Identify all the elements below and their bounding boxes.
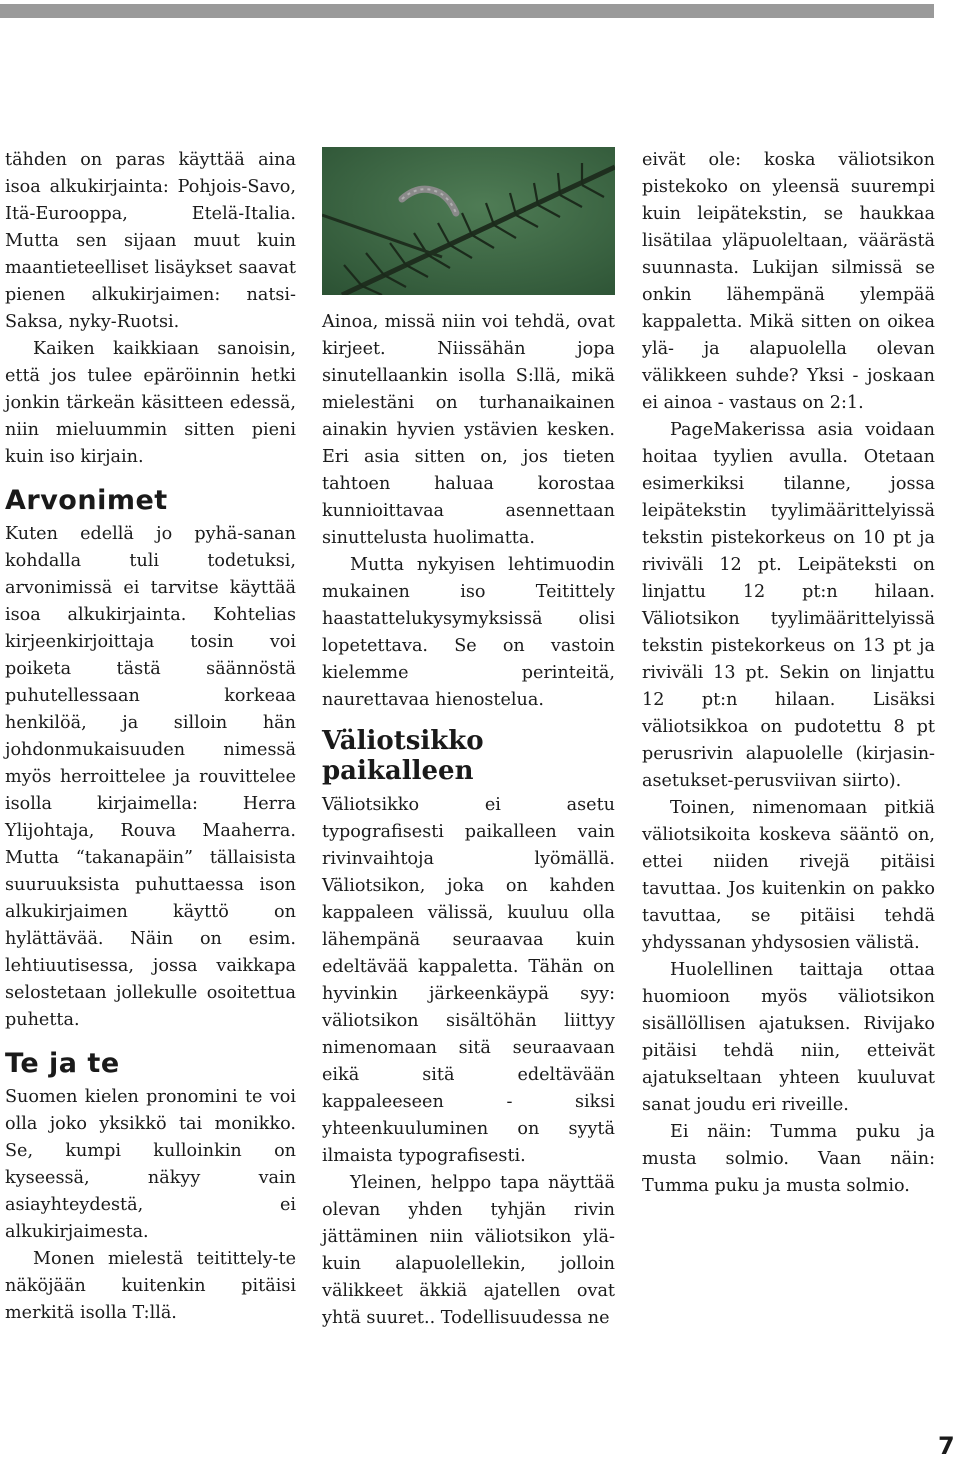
paragraph: Väliotsikko ei asetu typografisesti paikalleen vain rivinvaihtoja lyömällä. Väliotsikon, joka on kahden kappaleen välissä, kuuluu olla lähempänä seuraavaa kuin edeltävää kappaletta. Tähän on hyvinkin järkeenkäypä syy: väliotsikon sisältöhän liittyy nimenomaan sitä seuraavaan eikä sitä edeltävään kappaleeseen - siksi yhteenkuuluminen on syytä ilmaista typografisesti.: [322, 795, 615, 1166]
paragraph: Huolellinen taittaja ottaa huomioon myös väliotsikon sisällöllisen ajatuksen. Rivijako pitäisi tehdä niin, etteivät ajatukseltaan yhteen kuuluvat sanat joudu eri riveille.: [642, 960, 935, 1115]
heading-arvonimet: Arvonimet: [5, 485, 168, 516]
heading-te-ja-te: Te ja te: [5, 1048, 120, 1079]
paragraph: Kuten edellä jo pyhä-sanan kohdalla tuli todetuksi, arvonimissä ei tarvitse käyttää isoa alkukirjainta. Kohtelias kirjeenkirjoittaja tosin voi poiketa tästä säännöstä puhutellessaan korkeaa henkilöä, ja silloin hän johdonmukaisuuden nimessä myös herroittelee ja rouvittelee isolla kirjaimella: Herra Ylijohtaja, Rouva Maaherra. Mutta “takanapäin” tällaisista suuruuksista puhuttaessa ison alkukirjaimen käyttö on hylättävää. Näin on esim. lehtiuutisessa, jossa vaikkapa selostetaan jollekulle osoitettua puhetta.: [5, 524, 296, 1030]
caterpillar-photo: [322, 147, 615, 295]
column-1: [5, 147, 296, 1327]
heading-valiotsikko: Väliotsikko paikalleen: [322, 726, 484, 786]
paragraph: Mutta nykyisen lehtimuodin mukainen iso Teitittely haastattelukysymyksissä olisi lopetettava. Se on vastoin kielemme perinteitä, naurettavaa hienostelua.: [322, 555, 615, 710]
paragraph: Suomen kielen pronomini te voi olla joko yksikkö tai monikko. Se, kumpi kulloinkin on kyseessä, näkyy vain asiayhteydestä, ei alkukirjaimesta.: [5, 1087, 296, 1242]
paragraph: tähden on paras käyttää aina isoa alkukirjainta: Pohjois-Savo, Itä-Eurooppa, Etelä-Italia. Mutta sen sijaan muut kuin maantieteelliset lisäykset saavat pienen alkukirjaimen: natsi-Saksa, nyky-Ruotsi.: [5, 150, 296, 332]
column-3: [642, 147, 935, 1200]
top-gray-bar: [0, 4, 934, 18]
paragraph: Yleinen, helppo tapa näyttää olevan yhden tyhjän rivin jättäminen niin väliotsikon ylä- kuin alapuolellekin, jolloin välikkeet äkkiä ajatellen ovat yhtä suuret.. Todellisuudessa ne: [322, 1173, 615, 1328]
paragraph: Monen mielestä teitittely-te näköjään kuitenkin pitäisi merkitä isolla T:llä.: [5, 1249, 296, 1323]
paragraph: PageMakerissa asia voidaan hoitaa tyylien avulla. Otetaan esimerkiksi tilanne, jossa leipätekstin tyylimäärittelyissä tekstin pistekorkeus on 10 pt ja riviväli 12 pt. Leipäteksti on linjattu 12 pt:n hilaan. Väliotsikon tyylimäärittelyissä tekstin pistekorkeus on 13 pt ja riviväli 13 pt. Sekin on linjattu 12 pt:n hilaan. Lisäksi väliotsikkoa on pudotettu 8 pt perusrivin alapuolelle (kirjasin-asetukset-perusviivan siirto).: [642, 420, 935, 791]
paragraph: eivät ole: koska väliotsikon pistekoko on yleensä suurempi kuin leipätekstin, se haukkaa lisätilaa yläpuoleltaan, väärästä suunnasta. Lukijan silmissä se onkin lähempänä ylempää kappaletta. Mikä sitten on oikea ylä- ja alapuolella olevan välikkeen suhde? Yksi - joskaan ei ainoa - vastaus on 2:1.: [642, 150, 935, 413]
paragraph: Toinen, nimenomaan pitkiä väliotsikoita koskeva sääntö on, ettei niiden rivejä pitäisi tavuttaa. Jos kuitenkin on pakko tavuttaa, se pitäisi tehdä yhdyssanan yhdysosien välistä.: [642, 798, 935, 953]
paragraph: Ei näin: Tumma puku ja musta solmio. Vaan näin: Tumma puku ja musta solmio.: [642, 1122, 935, 1196]
column-2: [322, 147, 615, 1332]
page-number: 7: [938, 1432, 955, 1460]
paragraph: Kaiken kaikkiaan sanoisin, että jos tulee epäröinnin hetki jonkin tärkeän käsitteen edessä, niin mieluummin sitten pieni kuin iso kirjain.: [5, 339, 296, 467]
paragraph: Ainoa, missä niin voi tehdä, ovat kirjeet. Niissähän jopa sinutellaankin isolla S:llä, mikä mielestäni on turhanaikainen ainakin hyvien ystävien kesken. Eri asia sitten on, jos tieten tahtoen haluaa korostaa kunnioittavaa asennettaan sinuttelusta huolimatta.: [322, 312, 615, 548]
